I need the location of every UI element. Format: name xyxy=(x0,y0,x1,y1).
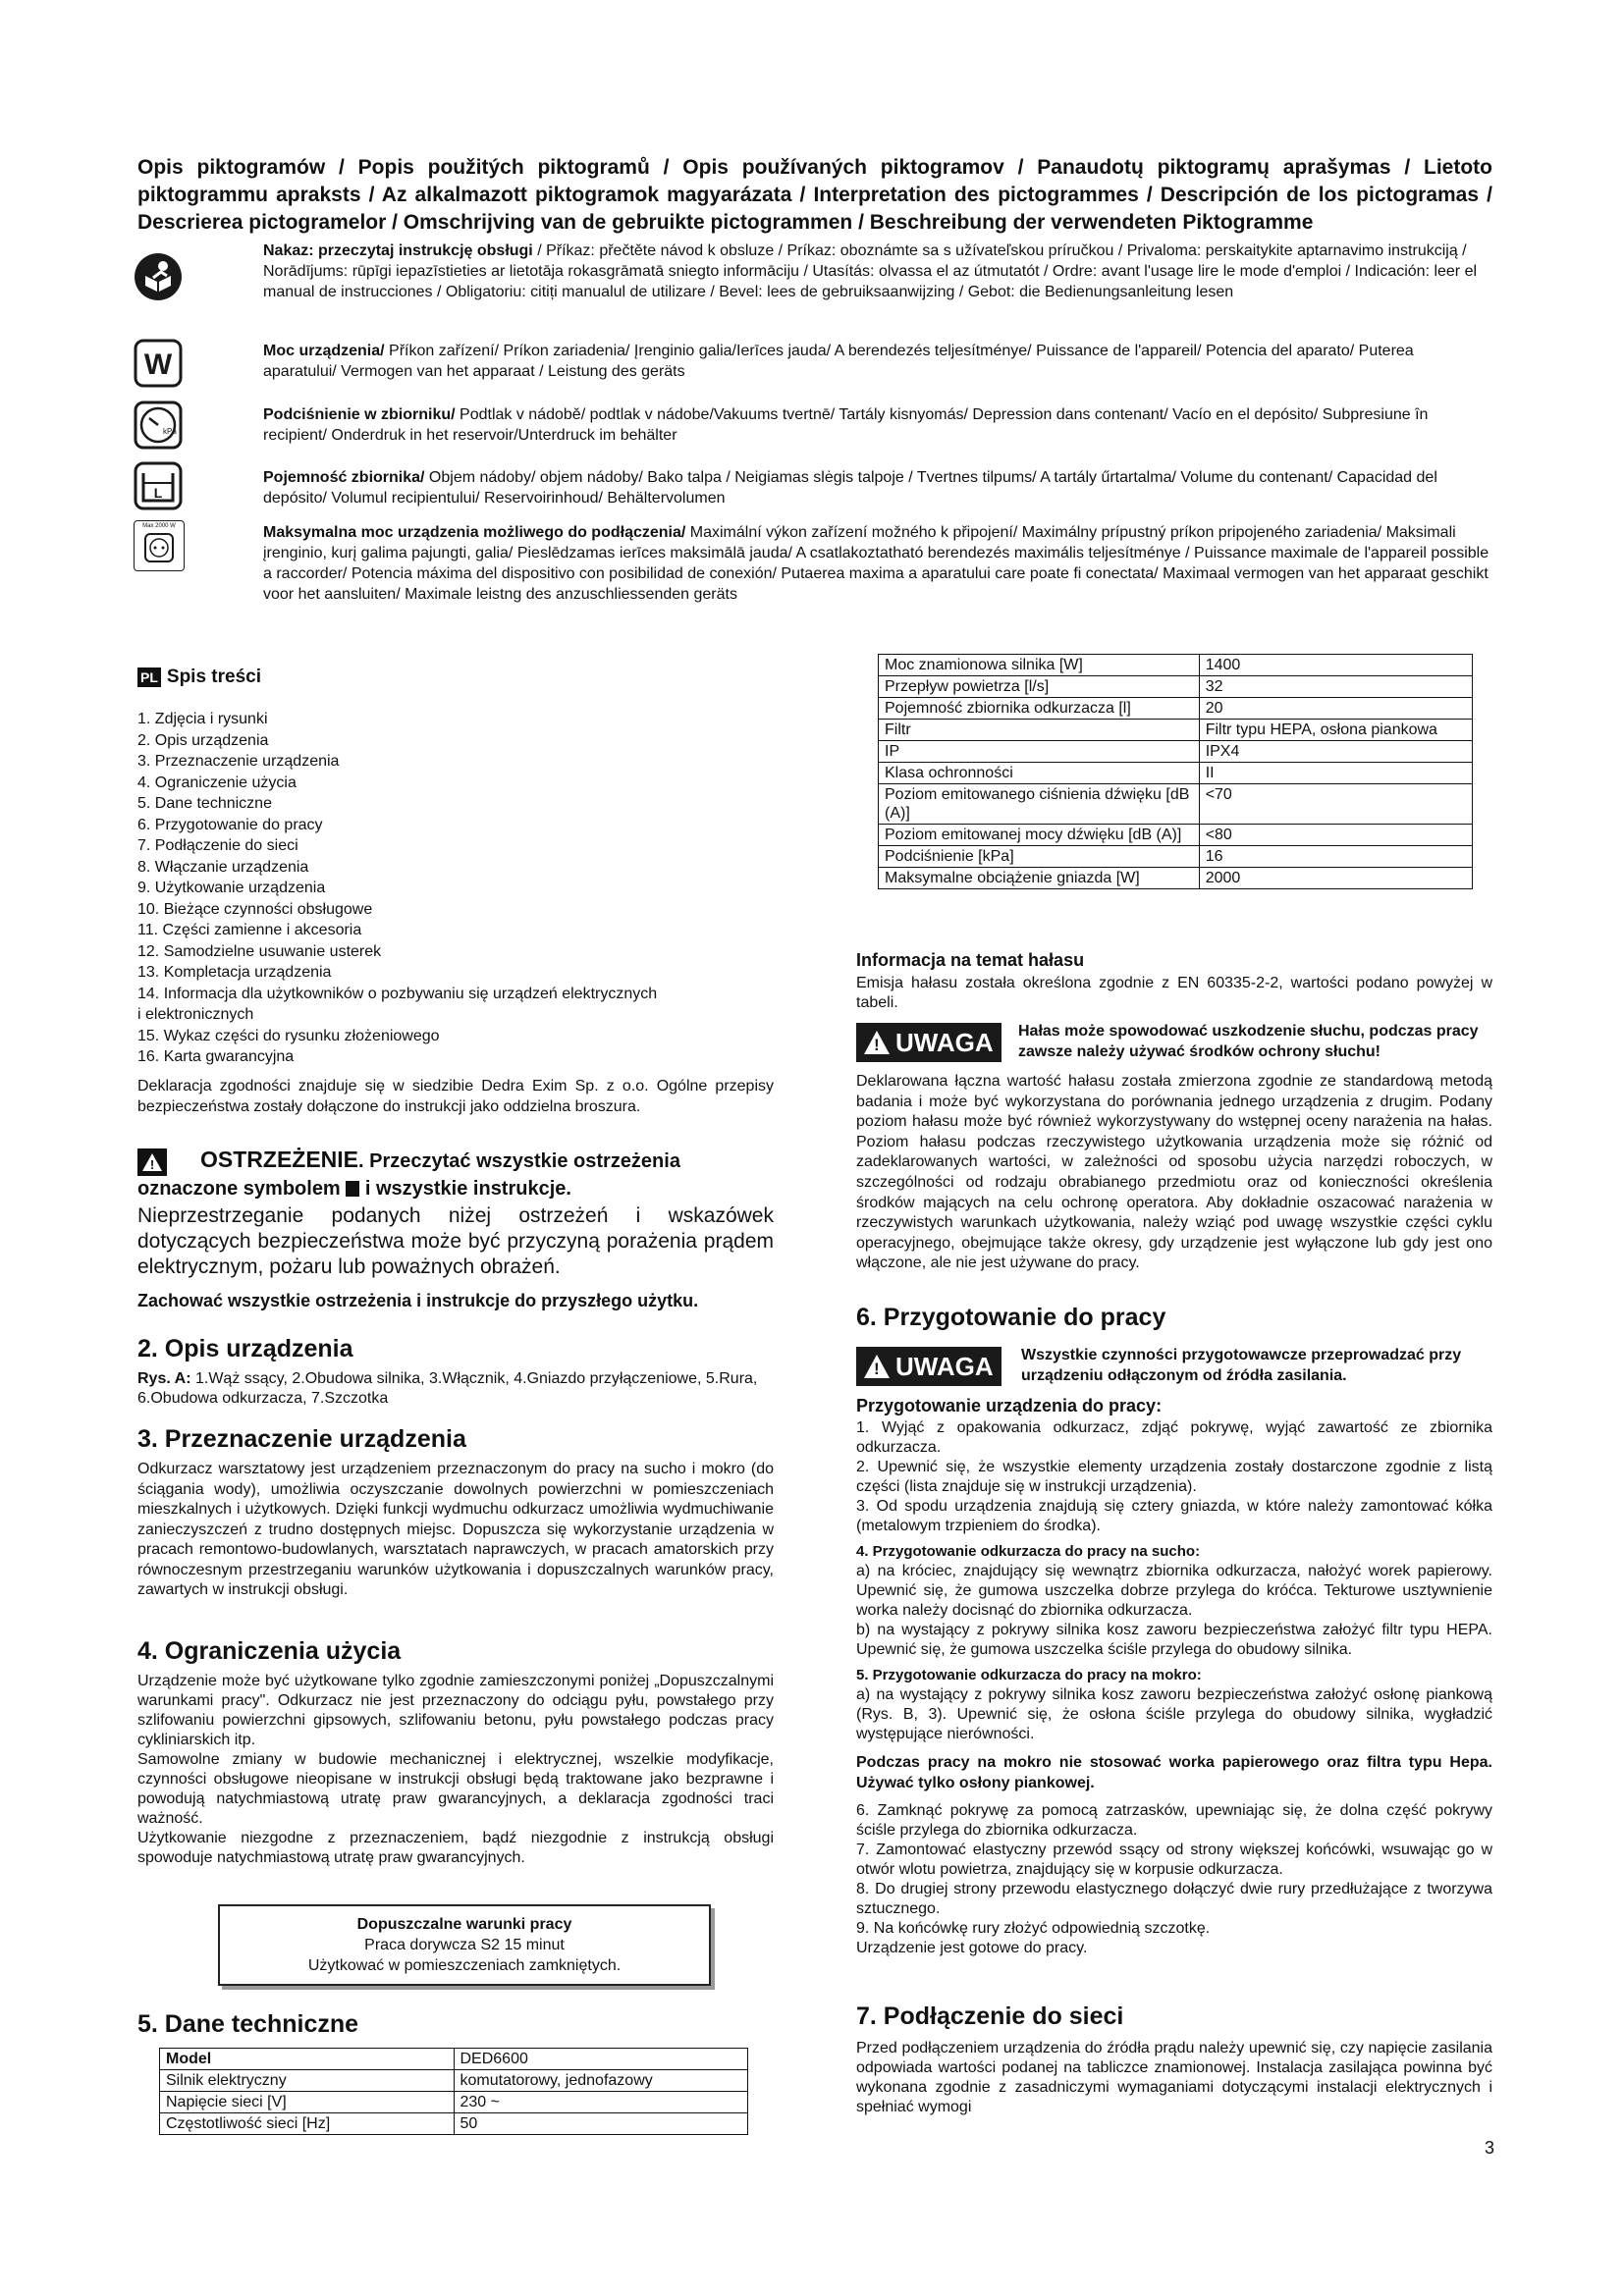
table-cell: 16 xyxy=(1199,846,1472,868)
warning-title: OSTRZEŻENIE xyxy=(200,1147,359,1172)
pictogram-desc: Moc urządzenia/ Příkon zařízení/ Príkon zariadenia/ Įrenginio galia/Ierīces jauda/ A berendezés teljesítménye/ Puissance de l'appareil/ Potencia del aparato/ Puterea aparatului/ Vermogen van het apparaat / Leistung des geräts xyxy=(263,343,1414,380)
toc-item[interactable]: 2. Opis urządzenia xyxy=(137,731,269,749)
section-5 xyxy=(137,2010,774,2039)
table-cell: Filtr typu HEPA, osłona piankowa xyxy=(1199,720,1472,741)
pictogram-header: Opis piktogramów / Popis použitých piktogramů / Opis používaných piktogramov / Panaudotų piktogramų aprašymas / Lietoto piktogrammu apraksts / Az alkalmazott piktogramok magyarázata / Interpretation des pictogrammes / Descripción de los pictogramas / Descrierea pictogramelor / Omschrijving van de gebruikte pictogrammen / Beschreibung der verwendeten Piktogramme xyxy=(137,156,1492,234)
table-cell: 1400 xyxy=(1199,655,1472,676)
prep-step: 1. Wyjąć z opakowania odkurzacz, zdjąć pokrywę, wyjąć zawartość ze zbiornika odkurzacza. xyxy=(856,1419,1492,1456)
dry-step: a) na króciec, znajdujący się wewnątrz zbiornika odkurzacza, nałożyć worek papierowy. Upewnić się, że gumowa uszczelka dobrze przylega do króćca. Tekturowe usztywnienie worka należy docisnąć do zbiornika odkurzacza. xyxy=(856,1563,1492,1619)
section-6 xyxy=(856,1304,1492,1332)
warning-body: Nieprzestrzeganie podanych niżej ostrzeżeń i wskazówek dotyczących bezpieczeństwa może być przyczyną porażenia prądem elektrycznym, pożaru lub poważnych obrażeń. xyxy=(137,1203,774,1278)
toc-heading: PL Spis treści xyxy=(137,667,774,688)
assembly-step: 9. Na końcówkę rury złożyć odpowiednią szczotkę. xyxy=(856,1920,1211,1937)
uwaga-text: Wszystkie czynności przygotowawcze przeprowadzać przy urządzeniu odłączonym od źródła zasilania. xyxy=(1021,1347,1462,1384)
table-cell: <70 xyxy=(1199,784,1472,825)
table-cell: II xyxy=(1199,763,1472,784)
table-cell: Filtr xyxy=(879,720,1200,741)
table-cell: 32 xyxy=(1199,676,1472,698)
toc-item[interactable]: 6. Przygotowanie do pracy xyxy=(137,816,323,833)
warning-small-icon xyxy=(346,1181,359,1197)
noise-declaration: Deklarowana łączna wartość hałasu została zmierzona zgodnie ze standardową metodą badania i może być wykorzystana do porównania jednego urządzenia z drugim. Podany poziom hałasu może być również wykorzystywany do wstępnej oceny narażenia na hałas. Poziom hałasu podczas rzeczywistego użytkowania urządzenia może się różnić od zadeklarowanych wartości, w zależności od sposobu użycia narzędzi roboczych, w szczególności od rodzaju obrabianego przedmiotu oraz od konieczności określenia środków mających na celu ochronę operatora. Aby dokładnie oszacować narażenia w rzeczywistych warunkach użytkowania, należy wziąć pod uwagę wszystkie części cyklu operacyjnego, obejmujące także okresy, gdy urządzenie jest wyłączone lub gdy jest ono włączone, ale nie jest używane do pracy. xyxy=(856,1073,1492,1272)
table-cell: Poziom emitowanej mocy dźwięku [dB (A)] xyxy=(879,825,1200,846)
prep-section xyxy=(856,1396,1492,1958)
toc-item[interactable]: 12. Samodzielne usuwanie usterek xyxy=(137,942,382,960)
pl-badge: PL xyxy=(137,667,161,687)
read-manual-icon xyxy=(134,252,183,301)
toc-item[interactable]: 15. Wykaz części do rysunku złożeniowego xyxy=(137,1027,440,1044)
table-cell: Model xyxy=(160,2049,455,2070)
spec-table-left xyxy=(159,2048,748,2135)
toc-item[interactable]: 7. Podłączenie do sieci xyxy=(137,837,298,854)
table-cell: IPX4 xyxy=(1199,741,1472,763)
table-cell: Maksymalne obciążenie gniazda [W] xyxy=(879,868,1200,889)
toc-item[interactable]: 4. Ograniczenie użycia xyxy=(137,774,297,791)
section-4 xyxy=(137,1637,774,1868)
prep-step: 2. Upewnić się, że wszystkie elementy urządzenia zostały dostarczone zgodnie z listą części (lista znajduje się w instrukcji urządzenia). xyxy=(856,1459,1492,1495)
table-row xyxy=(879,825,1473,846)
pictogram-row-capacity xyxy=(134,461,1498,512)
spec-table-right xyxy=(878,654,1473,889)
warning-triangle-icon xyxy=(137,1148,167,1176)
table-cell: Poziom emitowanego ciśnienia dźwięku [dB (A)] xyxy=(879,784,1200,825)
pictogram-row-socket xyxy=(134,520,1498,628)
section-4-title: 4. Ograniczenia użycia xyxy=(137,1637,402,1665)
box-line: Użytkować w pomieszczeniach zamkniętych. xyxy=(307,1957,622,1974)
noise-text: Emisja hałasu została określona zgodnie z EN 60335-2-2, wartości podano powyżej w tabeli. xyxy=(856,975,1492,1011)
table-cell: Moc znamionowa silnika [W] xyxy=(879,655,1200,676)
box-line: Praca dorywcza S2 15 minut xyxy=(364,1937,565,1953)
table-cell: komutatorowy, jednofazowy xyxy=(454,2070,748,2092)
section-3-title: 3. Przeznaczenie urządzenia xyxy=(137,1425,466,1453)
table-row xyxy=(160,2049,748,2070)
allowed-conditions-box xyxy=(218,1904,711,1986)
table-cell: IP xyxy=(879,741,1200,763)
prep-title: Przygotowanie urządzenia do pracy: xyxy=(856,1396,1163,1415)
assembly-step: 6. Zamknąć pokrywę za pomocą zatrzasków, upewniając się, że dolna część pokrywy ściśle przylega do zbiornika odkurzacza. xyxy=(856,1802,1492,1839)
pictogram-row-power xyxy=(134,339,1498,388)
section-3-text: Odkurzacz warsztatowy jest urządzeniem przeznaczonym do pracy na sucho i mokro (do ściągania wody), umożliwia oczyszczanie dowolnych powierzchni w pomieszczeniach mieszkalnych i użytkowych. Dzięki funkcji wydmuchu odkurzacz umożliwia wydmuchiwanie zanieczyszczeń z trudno dostępnych miejsc. Dopuszcza się wykorzystanie urządzenia w pracach remontowo-budowlanych, warsztatach naprawczych, w pracach amatorskich przy równoczesnym przestrzeganiu warunków użytkowania i dopuszczalnych warunków pracy, zawartych w instrukcji obsługi. xyxy=(137,1461,774,1598)
section-4-p1: Urządzenie może być użytkowane tylko zgodnie zamieszczonymi poniżej „Dopuszczalnymi warunkami pracy". Odkurzacz nie jest przeznaczony do odciągu pyłu, powstałego przy szlifowaniu powierzchni gipsowych, szlifowaniu betonu, pyłu powstałego podczas pracy cykliniarskich itp. xyxy=(137,1673,774,1748)
section-4-p2: Samowolne zmiany w budowie mechanicznej i elektrycznej, wszelkie modyfikacje, czynności obsługowe nieopisane w instrukcji obsługi będą traktowane jako bezprawne i powodują natychmiastową utratę praw gwarancyjnych, a deklaracja zgodności traci ważność. xyxy=(137,1751,774,1827)
toc-item[interactable]: 16. Karta gwarancyjna xyxy=(137,1048,295,1065)
toc-item[interactable]: i elektronicznych xyxy=(137,1006,254,1023)
toc-item[interactable]: 5. Dane techniczne xyxy=(137,795,272,812)
table-row xyxy=(160,2113,748,2135)
warning-triangle-icon: ! xyxy=(864,1355,890,1378)
table-cell: 2000 xyxy=(1199,868,1472,889)
uwaga-badge: ! UWAGA xyxy=(856,1023,1001,1062)
wet-title: 5. Przygotowanie odkurzacza do pracy na mokro: xyxy=(856,1667,1202,1683)
toc-item[interactable]: 14. Informacja dla użytkowników o pozbywaniu się urządzeń elektrycznych xyxy=(137,985,658,1002)
table-cell: Przepływ powietrza [l/s] xyxy=(879,676,1200,698)
declaration-text: Deklaracja zgodności znajduje się w siedzibie Dedra Exim Sp. z o.o. Ogólne przepisy bezpieczeństwa zostały dołączone do instrukcji jako oddzielna broszura. xyxy=(137,1078,774,1115)
table-row xyxy=(879,784,1473,825)
table-row xyxy=(879,698,1473,720)
table-cell: 230 ~ xyxy=(454,2092,748,2113)
table-cell: Klasa ochronności xyxy=(879,763,1200,784)
toc-item[interactable]: 9. Użytkowanie urządzenia xyxy=(137,880,326,896)
table-cell: Podciśnienie [kPa] xyxy=(879,846,1200,868)
toc-item[interactable]: 13. Kompletacja urządzenia xyxy=(137,964,332,981)
section-2-title: 2. Opis urządzenia xyxy=(137,1335,353,1362)
svg-text:W: W xyxy=(143,348,173,381)
uwaga-text: Hałas może spowodować uszkodzenie słuchu, podczas pracy zawsze należy używać środków ochrony słuchu! xyxy=(1018,1023,1479,1060)
section-4-p3: Użytkowanie niezgodne z przeznaczeniem, bądź niezgodnie z instrukcją obsługi spowoduje natychmiastową utratę praw gwarancyjnych. xyxy=(137,1830,774,1866)
toc-item[interactable]: 10. Bieżące czynności obsługowe xyxy=(137,900,373,918)
ready-text: Urządzenie jest gotowe do pracy. xyxy=(856,1940,1088,1956)
table-row xyxy=(879,655,1473,676)
uwaga-badge: ! UWAGA xyxy=(856,1347,1001,1386)
power-w-icon xyxy=(134,339,183,388)
toc-item[interactable]: 1. Zdjęcia i rysunki xyxy=(137,711,268,727)
pictogram-desc: Nakaz: przeczytaj instrukcję obsługi / Příkaz: přečtěte návod k obsluze / Príkaz: oboznámte sa s užívateľskou príručkou / Privaloma: perskaitykite aptarnavimo instrukciją / Norādījums: rūpīgi iepazīstieties ar lietotāja rokasgrāmatā sniegto informāciju / Utasítás: olvassa el az útmutatót / Ordre: avant l'usage lire le mode d'emploi / Indicación: leer el manual de instrucciones / Obligatoriu: citiți manualul de utilizare / Bevel: lees de gebruiksaanwijzing / Gebot: die Bedienungsanleitung lesen xyxy=(263,242,1478,300)
prep-step: 3. Od spodu urządzenia znajdują się cztery gniazda, w które należy zamontować kółka (metalowym trzpieniem do środka). xyxy=(856,1498,1492,1534)
pictogram-desc: Pojemność zbiornika/ Objem nádoby/ objem nádoby/ Bako talpa / Neigiamas slėgis talpoje / Tvertnes tilpums/ A tartály űrtartalma/ Volume du contenant/ Capacidad del depósito/ Volumul recipientului/ Reservoirinhoud/ Behältervolumen xyxy=(263,469,1437,507)
noise-title: Informacja na temat hałasu xyxy=(856,950,1085,970)
section-7-text: Przed podłączeniem urządzenia do źródła prądu należy upewnić się, czy napięcie zasilania odpowiada wartości podanej na tabliczce znamionowej. Instalacja zasilająca powinna być wykonana zgodnie z zasadniczymi wymaganiami dotyczącymi instalacji elektrycznych i spełniać wymogi xyxy=(856,2040,1492,2115)
noise-section xyxy=(856,950,1492,1013)
table-cell: DED6600 xyxy=(454,2049,748,2070)
page-number: 3 xyxy=(1485,2138,1495,2158)
wet-step: a) na wystający z pokrywy silnika kosz zaworu bezpieczeństwa założyć osłonę piankową (Rys. B, 3). Upewnić się, że osłona ściśle przylega do obudowy silnika, wygładzić występujące nierówności. xyxy=(856,1686,1492,1742)
pictogram-row-pressure xyxy=(134,400,1498,452)
wet-note: Podczas pracy na mokro nie stosować worka papierowego oraz filtra typu Hepa. Używać tylko osłony piankowej. xyxy=(856,1754,1492,1791)
table-row xyxy=(160,2092,748,2113)
section-2-text: Rys. A: 1.Wąż ssący, 2.Obudowa silnika, 3.Włącznik, 4.Gniazdo przyłączeniowe, 5.Rura, 6.Obudowa odkurzacza, 7.Szczotka xyxy=(137,1370,758,1407)
table-row xyxy=(879,676,1473,698)
table-cell: Częstotliwość sieci [Hz] xyxy=(160,2113,455,2135)
box-title: Dopuszczalne warunki pracy xyxy=(356,1916,572,1933)
table-row xyxy=(879,741,1473,763)
table-cell: 50 xyxy=(454,2113,748,2135)
warning-triangle-icon: ! xyxy=(864,1031,890,1054)
table-row xyxy=(879,868,1473,889)
table-row xyxy=(160,2070,748,2092)
assembly-step: 8. Do drugiej strony przewodu elastycznego dołączyć dwie rury przedłużające z tworzywa sztucznego. xyxy=(856,1881,1492,1917)
dry-title: 4. Przygotowanie odkurzacza do pracy na sucho: xyxy=(856,1543,1201,1560)
keep-instructions: Zachować wszystkie ostrzeżenia i instrukcje do przyszłego użytku. xyxy=(137,1290,699,1310)
table-row xyxy=(879,720,1473,741)
svg-text:kPa: kPa xyxy=(163,427,177,436)
assembly-step: 7. Zamontować elastyczny przewód ssący od strony większej końcówki, wsuwając go w otwór wlotu powietrza, znajdujący się w korpusie odkurzacza. xyxy=(856,1842,1492,1878)
pictogram-desc: Maksymalna moc urządzenia możliwego do podłączenia/ Maximální výkon zařízení možného k připojení/ Maximálny prípustný príkon pripojeného zariadenia/ Maksimali įrenginio, kurį galima pajungti, galia/ Pieslēdzamas ierīces maksimālā jauda/ A csatlakoztatható berendezés maximális teljesítménye / Puissance maximale de l'appareil possible a raccorder/ Potencia máxima del dispositivo con posibilidad de conexión/ Putaerea maxima a aparatului care poate fi conectata/ Maximaal vermogen van het apparaat geschikt voor het aansluiten/ Maximale leistng des anzuschliessenden geräts xyxy=(263,524,1489,603)
toc-item[interactable]: 11. Części zamienne i akcesoria xyxy=(137,922,362,938)
table-row xyxy=(879,763,1473,784)
section-7-title: 7. Podłączenie do sieci xyxy=(856,2002,1124,2030)
socket-max-power-icon: Max 2000 W xyxy=(134,520,185,571)
section-7 xyxy=(856,2002,1492,2117)
table-cell: Pojemność zbiornika odkurzacza [l] xyxy=(879,698,1200,720)
toc-list xyxy=(137,709,774,1068)
pictogram-desc: Podciśnienie w zbiorniku/ Podtlak v nádobě/ podtlak v nádobe/Vakuums tvertnē/ Tartály kisnyomás/ Depression dans contenant/ Vacío en el depósito/ Subpresiune în recipient/ Onderdruk in het reservoir/Unterdruck im behälter xyxy=(263,406,1429,444)
toc-item[interactable]: 8. Włączanie urządzenia xyxy=(137,858,309,876)
table-row xyxy=(879,846,1473,868)
section-2 xyxy=(137,1335,774,1409)
table-cell: Napięcie sieci [V] xyxy=(160,2092,455,2113)
warning-block: ! OSTRZEŻENIE. Przeczytać wszystkie ostrzeżenia oznaczone symbolem i wszystkie instrukcje. Nieprzestrzeganie podanych niżej ostrzeżeń i wskazówek dotyczących bezpieczeństwa może być przyczyną porażenia prądem elektrycznym, pożaru lub poważnych obrażeń. Zachować wszystkie ostrzeżenia i instrukcje do przyszłego użytku. xyxy=(137,1147,774,1315)
section-3 xyxy=(137,1425,774,1601)
uwaga-prep xyxy=(856,1345,1492,1388)
pressure-gauge-icon xyxy=(134,400,183,450)
table-cell: 20 xyxy=(1199,698,1472,720)
svg-text:!: ! xyxy=(149,1156,155,1172)
uwaga-noise xyxy=(856,1021,1492,1064)
dry-step: b) na wystający z pokrywy silnika kosz zaworu bezpieczeństwa założyć filtr typu HEPA. Upewnić się, że gumowa uszczelka ściśle przylega do obudowy silnika. xyxy=(856,1622,1492,1658)
toc-item[interactable]: 3. Przeznaczenie urządzenia xyxy=(137,753,340,770)
table-cell: Silnik elektryczny xyxy=(160,2070,455,2092)
svg-text:L: L xyxy=(153,485,163,501)
section-6-title: 6. Przygotowanie do pracy xyxy=(856,1304,1166,1331)
section-5-title: 5. Dane techniczne xyxy=(137,2010,359,2038)
table-cell: <80 xyxy=(1199,825,1472,846)
pictogram-row-manual xyxy=(134,242,1498,331)
tank-capacity-icon xyxy=(134,461,183,510)
